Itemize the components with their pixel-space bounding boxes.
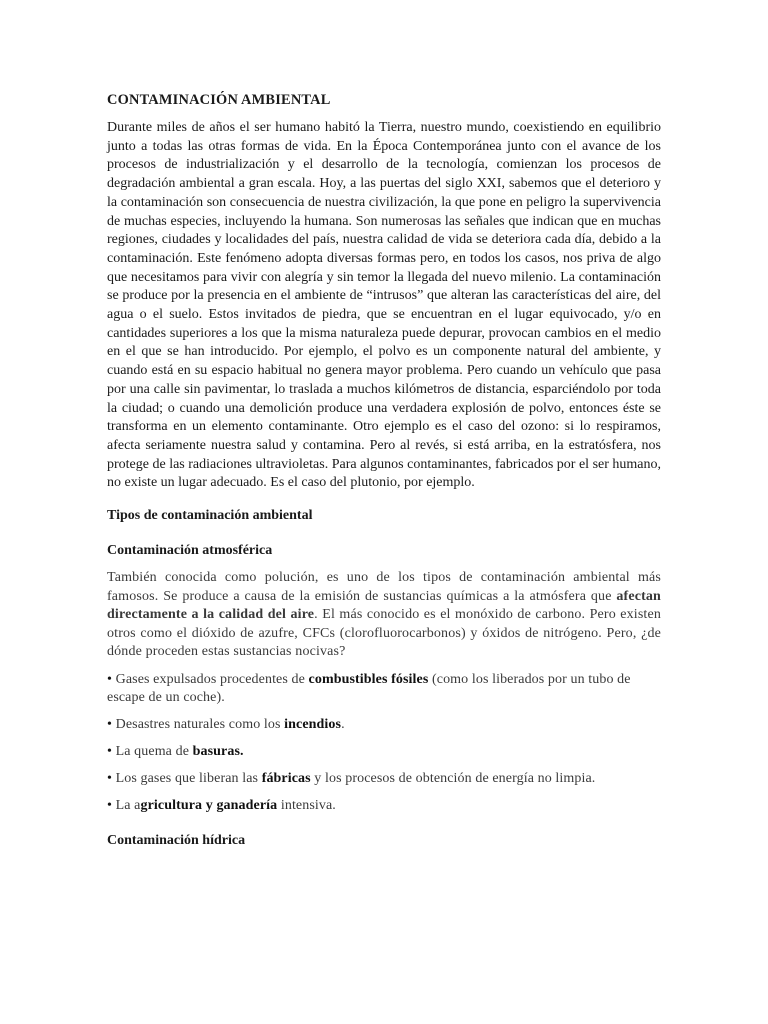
list-item	[107, 716, 661, 734]
list-item-text: Los gases que liberan las	[112, 771, 262, 787]
list-item-text: Gases expulsados procedentes de	[112, 672, 309, 688]
bullet-marker: •	[107, 771, 113, 787]
bullet-marker: •	[107, 744, 113, 760]
list-item-text: La a	[112, 798, 141, 814]
list-item-bold: gricultura y ganadería	[140, 798, 278, 814]
bullet-marker: •	[107, 717, 113, 733]
document-title: CONTAMINACIÓN AMBIENTAL	[107, 92, 331, 108]
bullet-marker: •	[107, 798, 113, 814]
list-item-text: intensiva.	[277, 798, 336, 814]
list-item-text: .	[341, 717, 345, 733]
section-heading-tipos: Tipos de contaminación ambiental	[107, 508, 313, 524]
bullet-marker: •	[107, 672, 113, 688]
list-item	[107, 770, 661, 788]
intro-paragraph: Durante miles de años el ser humano habitó la Tierra, nuestro mundo, coexistiendo en equilibrio junto a todas las otras formas de vida. En la Época Contemporánea junto con el avance de los procesos de industrialización y el desarrollo de la tecnología, comienzan los procesos de degradación ambiental a gran escala. Hoy, a las puertas del siglo XXI, sabemos que el deterioro y la contaminación son consecuencia de nuestra civilización, la que pone en peligro la supervivencia de muchas especies, incluyendo la humana. Son numerosas las señales que indican que en muchas regiones, ciudades y localidades del país, nuestra calidad de vida se deteriora cada día, debido a la contaminación. Este fenómeno adopta diversas formas pero, en todos los casos, nos priva de algo que necesitamos para vivir con alegría y sin temor la llegada del nuevo milenio. La contaminación se produce por la presencia en el ambiente de “intrusos” que alteran las características del aire, del agua o el suelo. Estos invitados de piedra, que se encuentran en el lugar equivocado, y/o en cantidades superiores a los que la misma naturaleza puede depurar, provocan cambios en el medio en el que se han introducido. Por ejemplo, el polvo es un componente natural del ambiente, y cuando está en su espacio habitual no genera mayor problema. Pero cuando un vehículo que pasa por una calle sin pavimentar, lo traslada a muchos kilómetros de distancia, esparciéndolo por toda la ciudad; o cuando una demolición produce una verdadera explosión de polvo, entonces éste se transforma en un elemento contaminante. Otro ejemplo es el caso del ozono: si lo respiramos, afecta seriamente nuestra salud y contamina. Pero al revés, si está arriba, en la estratósfera, nos protege de las radiaciones ultravioletas. Para algunos contaminantes, fabricados por el ser humano, no existe un lugar adecuado. Es el caso del plutonio, por ejemplo.	[107, 120, 661, 491]
atmosferica-paragraph	[107, 569, 661, 662]
list-item-text: y los procesos de obtención de energía no limpia.	[310, 771, 596, 787]
atm-text-bold: afectan directamente a la calidad del aire	[107, 588, 661, 623]
list-item-bold: combustibles fósiles	[308, 672, 429, 688]
list-item	[107, 797, 661, 815]
sources-list	[107, 671, 661, 815]
list-item-bold: fábricas	[261, 771, 311, 787]
list-item-text: Desastres naturales como los	[112, 717, 285, 733]
list-item-bold: incendios	[284, 717, 342, 733]
list-item-text: La quema de	[112, 744, 193, 760]
section-heading-hidrica: Contaminación hídrica	[107, 833, 246, 849]
list-item	[107, 743, 661, 761]
list-item-text: (como los liberados por un tubo de escape de un coche).	[107, 672, 631, 706]
list-item-bold: basuras.	[192, 744, 244, 760]
atm-text-after: . El más conocido es el monóxido de carbono. Pero existen otros como el dióxido de azufre, CFCs (clorofluorocarbonos) y óxidos de nitrógeno. Pero, ¿de dónde proceden estas sustancias nocivas?	[107, 607, 661, 660]
section-heading-atmosferica: Contaminación atmosférica	[107, 543, 273, 559]
atm-text-before: También conocida como polución, es uno de los tipos de contaminación ambiental más famosos. Se produce a causa de la emisión de sustancias químicas a la atmósfera que	[107, 570, 661, 604]
list-item	[107, 671, 661, 707]
